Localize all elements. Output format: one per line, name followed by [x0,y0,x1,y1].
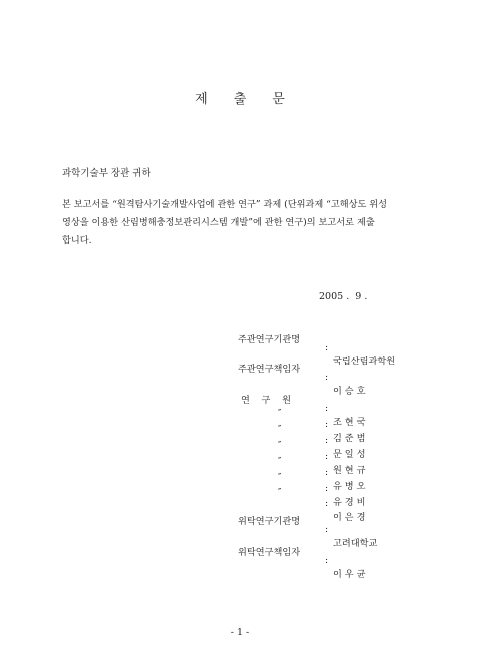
contract-org-label: 위탁연구기관명 [238,516,301,527]
host-lead-value: 이 승 호 [333,386,366,397]
ditto-mark: ″ [278,487,282,498]
recipient-line: 과학기술부 장관 귀하 [62,168,151,179]
page-title [0,88,480,107]
researcher-colon: : [325,467,329,478]
contract-lead-colon: : [325,555,329,566]
host-org-label: 주관연구기관명 [238,334,301,345]
researcher-colon: : [325,403,329,414]
host-org-colon: : [325,342,329,353]
researcher-name: 문 일 성 [333,449,366,460]
submission-body: 본 보고서를 “원격탐사기술개발사업에 관한 연구” 과제 (단위과제 “고해상도 위성 영상을 이용한 산림병해충정보관리시스템 개발”에 관한 연구)의 보고서로 제출 합니다. [62,199,388,246]
title-char-3: 문 [272,92,285,107]
ditto-mark: ″ [278,408,282,419]
ditto-mark: ″ [278,456,282,467]
researcher-colon: : [325,451,329,462]
submission-date: 2005 . 9 . [319,291,368,302]
researcher-colon: : [325,419,329,430]
researchers-label: 연 구 원 [241,395,291,406]
researcher-name: 이 은 경 [333,512,366,523]
researcher-name: 김 준 범 [333,433,366,444]
host-org-value: 국립산림과학원 [333,356,396,367]
contract-lead-value: 이 우 균 [333,569,366,580]
researcher-name: 원 현 규 [333,465,366,476]
researcher-name: 유 경 비 [333,497,366,508]
researcher-colon: : [325,435,329,446]
ditto-mark: ″ [278,440,282,451]
page-number: - 1 - [230,627,250,638]
researcher-colon: : [325,498,329,509]
ditto-mark: ″ [278,424,282,435]
contract-lead-label: 위탁연구책임자 [238,547,301,558]
host-lead-label: 주관연구책임자 [238,364,301,375]
contract-org-colon: : [325,524,329,535]
title-char-1: 제 [195,92,208,107]
researcher-name: 유 병 오 [333,481,366,492]
title-char-2: 출 [233,92,247,107]
ditto-mark: ″ [278,472,282,483]
researcher-colon: : [325,483,329,494]
host-lead-colon: : [325,372,329,383]
contract-org-value: 고려대학교 [333,538,378,549]
researcher-name: 조 현 국 [333,417,366,428]
